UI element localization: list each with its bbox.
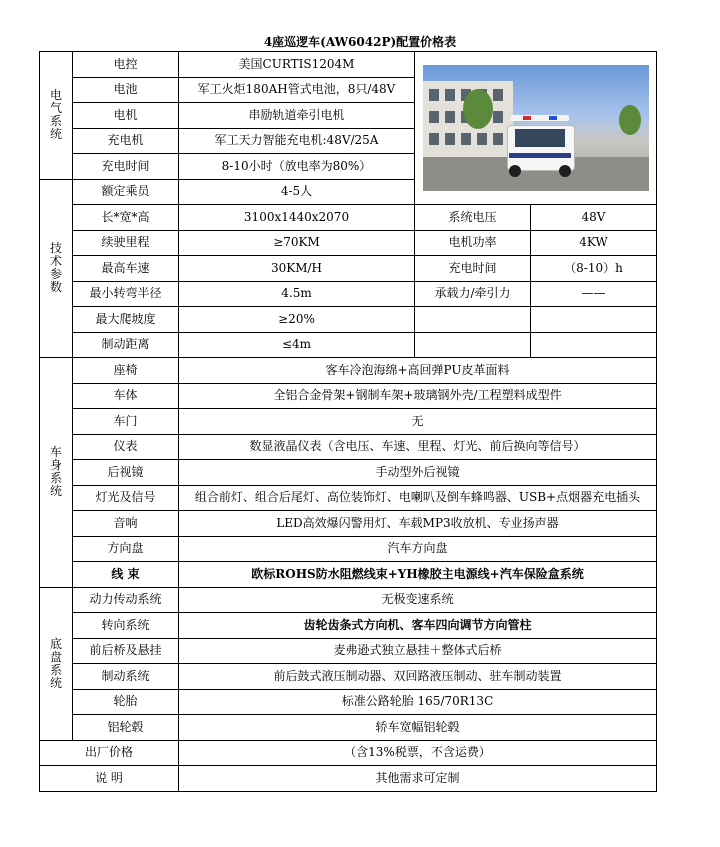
row-label: 最大爬坡度 xyxy=(73,307,179,333)
section-label-electric xyxy=(40,52,73,180)
row-value: 军工火炬180AH管式电池，8只/48V xyxy=(179,77,415,103)
section-label-char: 技 xyxy=(50,241,63,256)
row-value-2: （8-10）h xyxy=(531,256,657,282)
table-row xyxy=(40,766,657,792)
table-row xyxy=(40,281,657,307)
row-label: 充电时间 xyxy=(73,154,179,180)
row-value: 8-10小时（放电率为80%） xyxy=(179,154,415,180)
row-label: 电机 xyxy=(73,103,179,129)
row-label: 轮胎 xyxy=(73,689,179,715)
row-label: 音响 xyxy=(73,511,179,537)
row-value: 3100x1440x2070 xyxy=(179,205,415,231)
table-row xyxy=(40,715,657,741)
table-row xyxy=(40,689,657,715)
row-value: 汽车方向盘 xyxy=(179,536,657,562)
row-value: 标准公路轮胎 165/70R13C xyxy=(179,689,657,715)
table-row xyxy=(40,638,657,664)
table-row xyxy=(40,256,657,282)
row-label: 车门 xyxy=(73,409,179,435)
note-label: 说 明 xyxy=(40,766,179,792)
table-row xyxy=(40,485,657,511)
row-label: 后视镜 xyxy=(73,460,179,486)
row-label: 额定乘员 xyxy=(73,179,179,205)
row-label: 方向盘 xyxy=(73,536,179,562)
table-row xyxy=(40,511,657,537)
section-label-char: 电 xyxy=(50,88,63,103)
row-value-2: 48V xyxy=(531,205,657,231)
row-label: 最小转弯半径 xyxy=(73,281,179,307)
table-row xyxy=(40,383,657,409)
section-label-char: 术 xyxy=(50,254,63,269)
row-label: 制动系统 xyxy=(73,664,179,690)
vehicle-photo xyxy=(423,65,649,191)
row-value: 军工天力智能充电机:48V/25A xyxy=(179,128,415,154)
section-label-char: 身 xyxy=(50,458,63,473)
row-label: 线 束 xyxy=(73,562,179,588)
row-value: ≥70KM xyxy=(179,230,415,256)
row-value: 前后鼓式液压制动器、双回路液压制动、驻车制动装置 xyxy=(179,664,657,690)
row-label: 车体 xyxy=(73,383,179,409)
note-value: 其他需求可定制 xyxy=(179,766,657,792)
row-label: 铝轮毂 xyxy=(73,715,179,741)
row-label: 座椅 xyxy=(73,358,179,384)
row-label: 长*宽*高 xyxy=(73,205,179,231)
row-value: 数显液晶仪表（含电压、车速、里程、灯光、前后换向等信号） xyxy=(179,434,657,460)
price-label: 出厂价格 xyxy=(40,740,179,766)
row-label: 电控 xyxy=(73,52,179,78)
row-label-2 xyxy=(415,307,531,333)
row-value-2 xyxy=(531,332,657,358)
row-label-2: 充电时间 xyxy=(415,256,531,282)
row-value: 手动型外后视镜 xyxy=(179,460,657,486)
row-label-2: 电机功率 xyxy=(415,230,531,256)
row-value: 欧标ROHS防水阻燃线束+YH橡胶主电源线+汽车保险盒系统 xyxy=(179,562,657,588)
siren-light-blue xyxy=(549,116,557,120)
patrol-car-shape xyxy=(507,115,573,175)
row-label-2: 承载力/牵引力 xyxy=(415,281,531,307)
row-value: 麦弗逊式独立悬挂＋整体式后桥 xyxy=(179,638,657,664)
row-value: LED高效爆闪警用灯、车载MP3收放机、专业扬声器 xyxy=(179,511,657,537)
table-row xyxy=(40,230,657,256)
row-value: 无 xyxy=(179,409,657,435)
page-title: 4座巡逻车(AW6042P)配置价格表 xyxy=(263,35,457,49)
vehicle-photo-cell xyxy=(415,52,657,205)
row-label: 制动距离 xyxy=(73,332,179,358)
section-label-char: 系 xyxy=(50,471,63,486)
row-value: 美国CURTIS1204M xyxy=(179,52,415,78)
table-row xyxy=(40,562,657,588)
table-row xyxy=(40,434,657,460)
row-value: 轿车宽幅铝轮毂 xyxy=(179,715,657,741)
tree-shape xyxy=(619,105,641,135)
row-label: 转向系统 xyxy=(73,613,179,639)
table-row xyxy=(40,664,657,690)
section-label-char: 统 xyxy=(50,675,63,690)
row-value: 串励轨道牵引电机 xyxy=(179,103,415,129)
row-label: 续驶里程 xyxy=(73,230,179,256)
table-row xyxy=(40,358,657,384)
row-value: 组合前灯、组合后尾灯、高位装饰灯、电喇叭及倒车蜂鸣器、USB+点烟器充电插头 xyxy=(179,485,657,511)
row-value-2: 4KW xyxy=(531,230,657,256)
table-row xyxy=(40,332,657,358)
row-value: ≥20% xyxy=(179,307,415,333)
table-row xyxy=(40,409,657,435)
table-row xyxy=(40,740,657,766)
price-value: （含13%税票，不含运费） xyxy=(179,740,657,766)
row-value: 客车冷泡海绵+高回弹PU皮革面料 xyxy=(179,358,657,384)
section-label-char: 参 xyxy=(50,267,63,282)
section-label-char: 数 xyxy=(50,280,63,295)
section-label-chassis xyxy=(40,587,73,740)
section-label-char: 系 xyxy=(50,662,63,677)
row-label: 充电机 xyxy=(73,128,179,154)
table-row xyxy=(40,587,657,613)
section-label-char: 车 xyxy=(50,445,63,460)
section-label-char: 系 xyxy=(50,114,63,129)
row-label: 前后桥及悬挂 xyxy=(73,638,179,664)
table-row xyxy=(40,307,657,333)
row-value: 4.5m xyxy=(179,281,415,307)
row-value-2 xyxy=(531,307,657,333)
spec-table xyxy=(39,51,657,792)
row-label: 最高车速 xyxy=(73,256,179,282)
table-row xyxy=(40,205,657,231)
row-value: 无极变速系统 xyxy=(179,587,657,613)
section-label-tech xyxy=(40,179,73,358)
row-value: 全铝合金骨架+钢制车架+玻璃钢外壳/工程塑料成型件 xyxy=(179,383,657,409)
row-label-2 xyxy=(415,332,531,358)
section-label-char: 盘 xyxy=(50,649,63,664)
row-value: ≤4m xyxy=(179,332,415,358)
section-label-char: 底 xyxy=(50,636,63,651)
table-row xyxy=(40,460,657,486)
row-value: 4-5人 xyxy=(179,179,415,205)
row-label: 仪表 xyxy=(73,434,179,460)
row-label: 电池 xyxy=(73,77,179,103)
row-label-2: 系统电压 xyxy=(415,205,531,231)
section-label-char: 气 xyxy=(50,101,63,116)
section-label-char: 统 xyxy=(50,127,63,142)
table-row xyxy=(40,52,657,78)
row-label: 动力传动系统 xyxy=(73,587,179,613)
siren-light-red xyxy=(523,116,531,120)
table-row xyxy=(40,613,657,639)
row-value: 30KM/H xyxy=(179,256,415,282)
section-label-body xyxy=(40,358,73,588)
row-value-2: —— xyxy=(531,281,657,307)
row-label: 灯光及信号 xyxy=(73,485,179,511)
section-label-char: 统 xyxy=(50,484,63,499)
table-row xyxy=(40,536,657,562)
row-value: 齿轮齿条式方向机、客车四向调节方向管柱 xyxy=(179,613,657,639)
tree-shape xyxy=(463,89,493,129)
